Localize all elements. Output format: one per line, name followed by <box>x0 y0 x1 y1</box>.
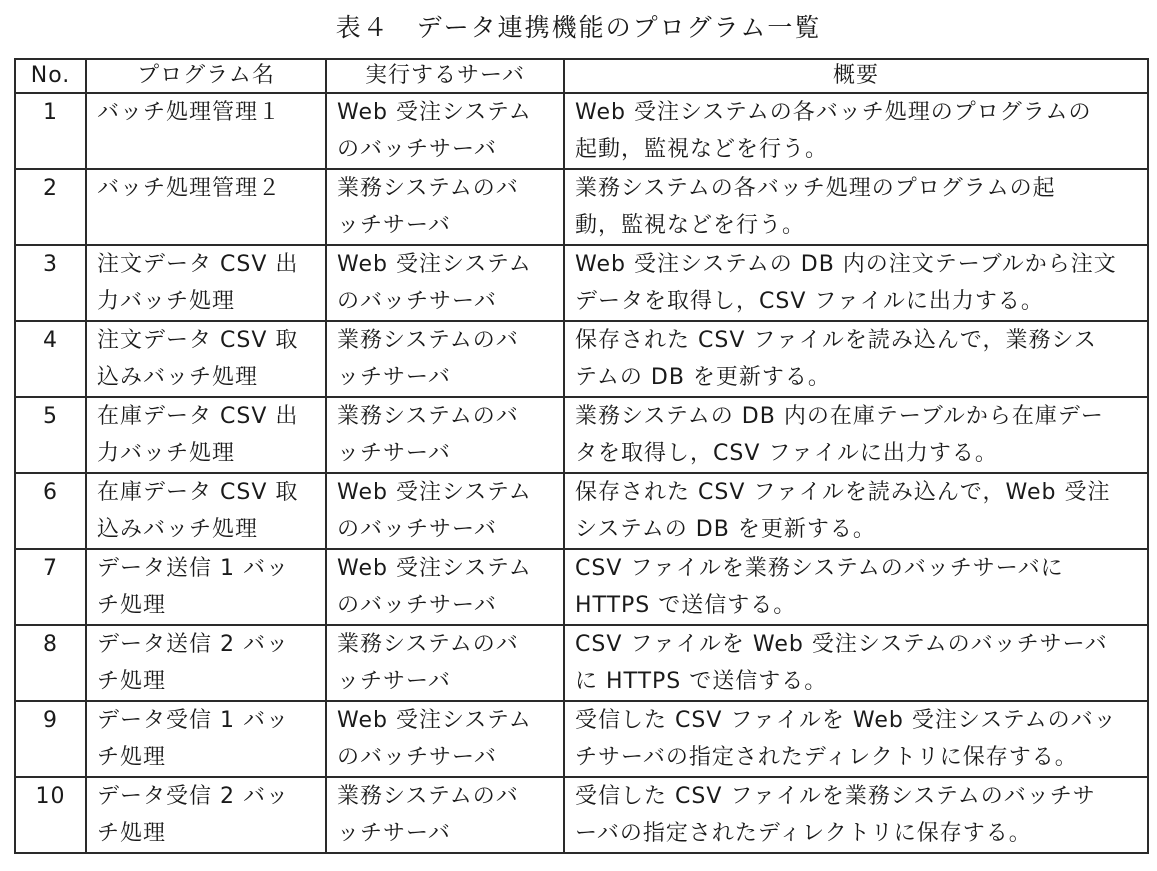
cell-server <box>326 245 564 321</box>
table-row <box>15 321 1148 397</box>
cell-program-name <box>86 701 326 777</box>
cell-no: 6 <box>15 473 86 549</box>
table-row <box>15 245 1148 321</box>
cell-server-line: のバッチサーバ <box>337 517 497 542</box>
cell-program-name <box>86 321 326 397</box>
cell-program-name-line: データ送信 2 バッ <box>97 632 289 657</box>
cell-no: 7 <box>15 549 86 625</box>
table-row <box>15 549 1148 625</box>
cell-summary <box>564 169 1148 245</box>
header-summary: 概要 <box>564 59 1148 93</box>
cell-summary-line: Web 受注システムの DB 内の注文テーブルから注文 <box>575 252 1117 277</box>
cell-summary-line: 受信した CSV ファイルを Web 受注システムのバッ <box>575 708 1117 733</box>
cell-summary <box>564 473 1148 549</box>
cell-program-name-line: データ受信 1 バッ <box>97 708 289 733</box>
cell-no: 1 <box>15 93 86 169</box>
cell-no: 2 <box>15 169 86 245</box>
cell-server-line: のバッチサーバ <box>337 745 497 770</box>
cell-program-name-line: データ送信 1 バッ <box>97 556 289 581</box>
cell-summary-line: 受信した CSV ファイルを業務システムのバッチサ <box>575 784 1096 809</box>
cell-no: 5 <box>15 397 86 473</box>
cell-summary <box>564 549 1148 625</box>
cell-program-name-line: バッチ処理管理１ <box>97 100 282 125</box>
cell-program-name-line: チ処理 <box>97 745 167 770</box>
cell-summary-line: タを取得し，CSV ファイルに出力する。 <box>575 441 998 466</box>
cell-server-line: ッチサーバ <box>337 669 451 694</box>
cell-program-name-line: 込みバッチ処理 <box>97 365 259 390</box>
cell-server <box>326 93 564 169</box>
cell-program-name-line: 込みバッチ処理 <box>97 517 259 542</box>
cell-no: 10 <box>15 777 86 853</box>
cell-summary-line: 業務システムの各バッチ処理のプログラムの起 <box>575 176 1056 201</box>
table-caption: 表４ データ連携機能のプログラム一覧 <box>335 13 822 42</box>
cell-summary-line: 保存された CSV ファイルを読み込んで，Web 受注 <box>575 480 1111 505</box>
cell-server <box>326 549 564 625</box>
cell-program-name <box>86 549 326 625</box>
cell-summary-line: HTTPS で送信する。 <box>575 593 797 618</box>
table-row <box>15 473 1148 549</box>
cell-summary-line: CSV ファイルを業務システムのバッチサーバに <box>575 556 1064 581</box>
cell-summary-line: 業務システムの DB 内の在庫テーブルから在庫デー <box>575 404 1104 429</box>
cell-program-name-line: チ処理 <box>97 821 167 846</box>
cell-server <box>326 701 564 777</box>
cell-program-name-line: 力バッチ処理 <box>97 289 236 314</box>
cell-program-name-line: バッチ処理管理２ <box>97 176 282 201</box>
table-row <box>15 397 1148 473</box>
cell-program-name <box>86 625 326 701</box>
cell-server-line: のバッチサーバ <box>337 289 497 314</box>
cell-summary-line: ーバの指定されたディレクトリに保存する。 <box>575 821 1032 846</box>
cell-program-name-line: チ処理 <box>97 593 167 618</box>
cell-program-name <box>86 245 326 321</box>
cell-program-name <box>86 169 326 245</box>
cell-summary <box>564 321 1148 397</box>
cell-summary <box>564 93 1148 169</box>
cell-summary <box>564 701 1148 777</box>
cell-server-line: のバッチサーバ <box>337 593 497 618</box>
cell-program-name <box>86 93 326 169</box>
cell-program-name <box>86 777 326 853</box>
cell-no: 3 <box>15 245 86 321</box>
cell-server-line: Web 受注システム <box>337 252 532 277</box>
header-server: 実行するサーバ <box>326 59 564 93</box>
cell-server-line: ッチサーバ <box>337 365 451 390</box>
cell-program-name-line: 在庫データ CSV 取 <box>97 480 299 505</box>
cell-server-line: ッチサーバ <box>337 821 451 846</box>
cell-program-name-line: 力バッチ処理 <box>97 441 236 466</box>
cell-summary-line: 起動，監視などを行う。 <box>575 137 829 162</box>
cell-server-line: Web 受注システム <box>337 480 532 505</box>
cell-no: 9 <box>15 701 86 777</box>
cell-server <box>326 473 564 549</box>
cell-server-line: Web 受注システム <box>337 100 532 125</box>
cell-summary-line: チサーバの指定されたディレクトリに保存する。 <box>575 745 1078 770</box>
cell-server-line: のバッチサーバ <box>337 137 497 162</box>
cell-summary-line: に HTTPS で送信する。 <box>575 669 828 694</box>
cell-no: 4 <box>15 321 86 397</box>
cell-server-line: ッチサーバ <box>337 213 451 238</box>
cell-summary-line: テムの DB を更新する。 <box>575 365 831 390</box>
cell-program-name <box>86 397 326 473</box>
cell-summary-line: 保存された CSV ファイルを読み込んで，業務シス <box>575 328 1097 353</box>
table-row <box>15 701 1148 777</box>
table-row <box>15 777 1148 853</box>
cell-summary <box>564 777 1148 853</box>
cell-summary <box>564 625 1148 701</box>
header-no: No. <box>15 59 86 93</box>
cell-program-name-line: 注文データ CSV 取 <box>97 328 299 353</box>
cell-summary-line: Web 受注システムの各バッチ処理のプログラムの <box>575 100 1092 125</box>
cell-summary-line: システムの DB を更新する。 <box>575 517 876 542</box>
cell-summary <box>564 397 1148 473</box>
cell-summary-line: データを取得し，CSV ファイルに出力する。 <box>575 289 1044 314</box>
cell-server-line: 業務システムのバ <box>337 404 519 429</box>
cell-server-line: Web 受注システム <box>337 708 532 733</box>
cell-summary <box>564 245 1148 321</box>
cell-server <box>326 397 564 473</box>
table-header-row <box>15 59 1148 93</box>
cell-program-name-line: 注文データ CSV 出 <box>97 252 299 277</box>
cell-program-name <box>86 473 326 549</box>
cell-server <box>326 169 564 245</box>
header-program-name: プログラム名 <box>86 59 326 93</box>
table-row <box>15 93 1148 169</box>
table-body <box>15 93 1148 853</box>
cell-server-line: 業務システムのバ <box>337 328 519 353</box>
cell-server <box>326 777 564 853</box>
table-row <box>15 625 1148 701</box>
cell-server <box>326 625 564 701</box>
cell-server-line: 業務システムのバ <box>337 632 519 657</box>
cell-program-name-line: 在庫データ CSV 出 <box>97 404 299 429</box>
cell-program-name-line: チ処理 <box>97 669 167 694</box>
table-row <box>15 169 1148 245</box>
cell-summary-line: 動，監視などを行う。 <box>575 213 806 238</box>
cell-summary-line: CSV ファイルを Web 受注システムのバッチサーバ <box>575 632 1108 657</box>
program-table <box>14 58 1149 854</box>
cell-program-name-line: データ受信 2 バッ <box>97 784 289 809</box>
cell-server-line: ッチサーバ <box>337 441 451 466</box>
cell-server-line: 業務システムのバ <box>337 176 519 201</box>
cell-server-line: Web 受注システム <box>337 556 532 581</box>
cell-server-line: 業務システムのバ <box>337 784 519 809</box>
cell-server <box>326 321 564 397</box>
cell-no: 8 <box>15 625 86 701</box>
